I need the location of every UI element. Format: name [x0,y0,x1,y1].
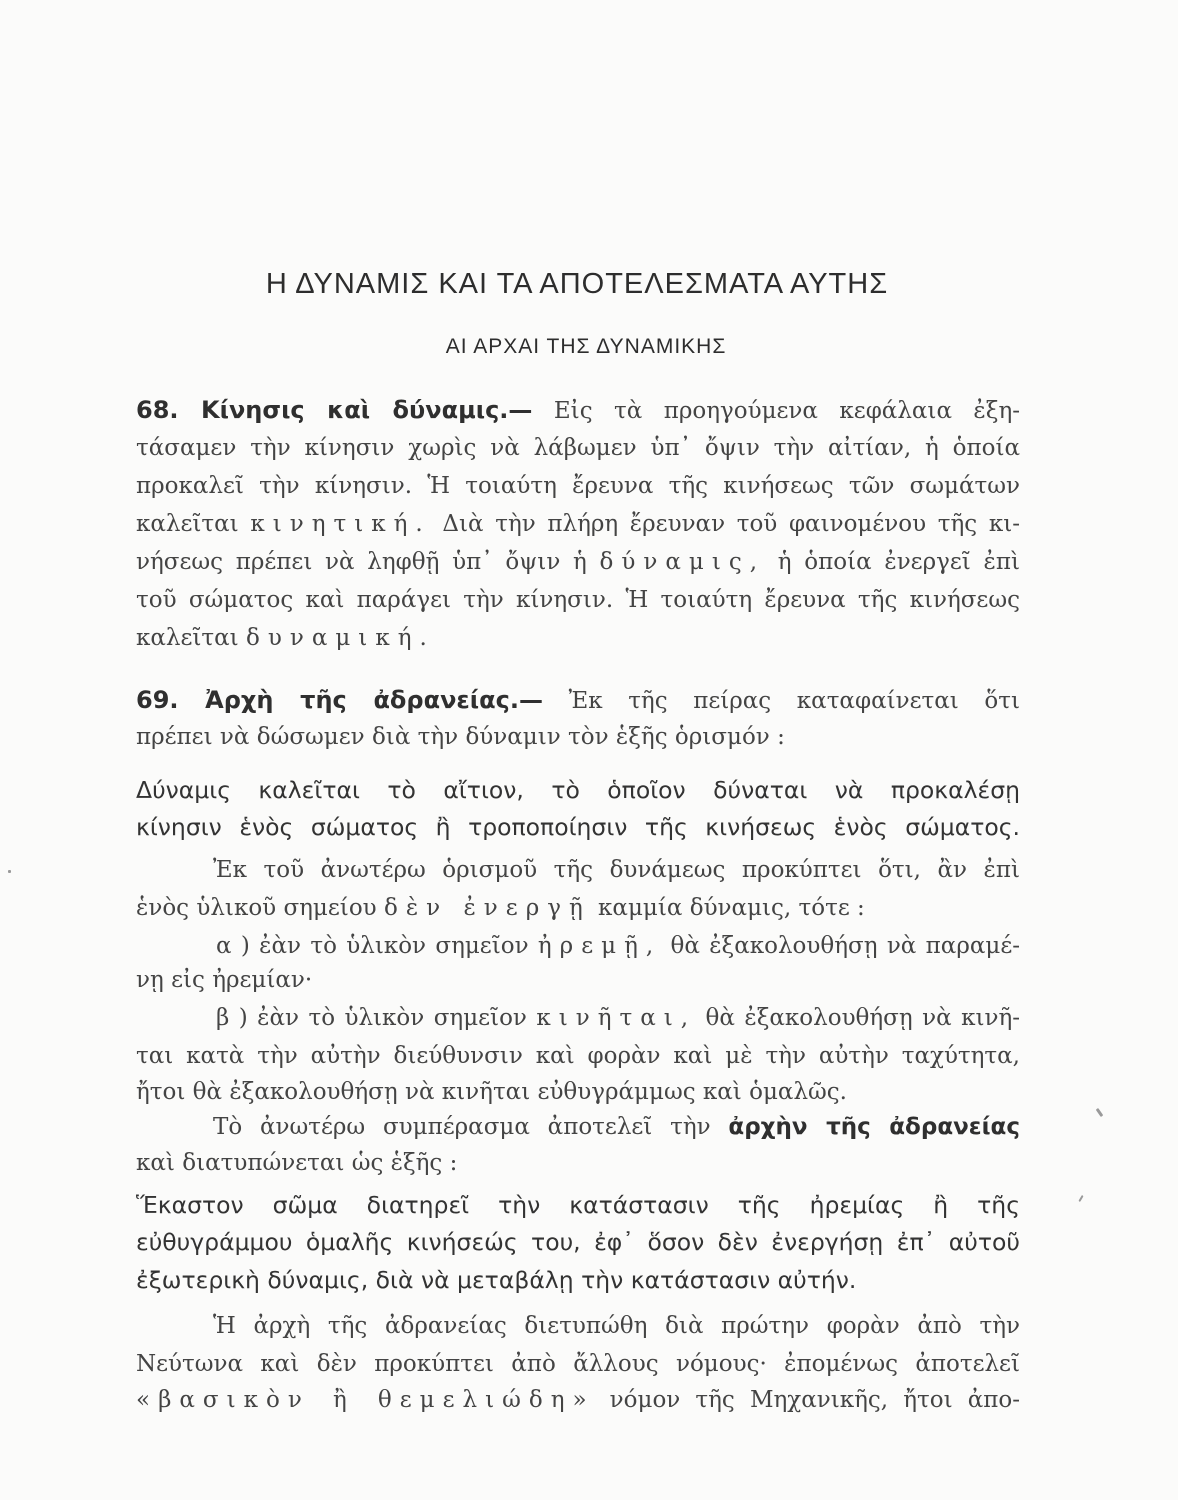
law-statement-line: εὐθυγράμμου ὁμαλῆς κινήσεώς του, ἐφ᾽ ὅσον δὲν ἐνεργήσῃ ἐπ᾽ αὐτοῦ [136,1228,1020,1256]
law-statement-line: Ἕκαστον σῶμα διατηρεῖ τὴν κατάστασιν τῆς ἠρεμίας ἢ τῆς [136,1191,1020,1219]
list-item-b: β ) ἐὰν τὸ ὑλικὸν σημεῖον κινῆται, θὰ ἐξακολουθήσῃ νὰ κινῆ- [216,1005,1020,1031]
chapter-title: Η ΔΥΝΑΜΙΣ ΚΑΙ ΤΑ ΑΠΟΤΕΛΕΣΜΑΤΑ ΑΥΤΗΣ [265,268,889,300]
paragraph-line: Ἡ ἀρχὴ τῆς ἀδρανείας διετυπώθη διὰ πρώτην φορὰν ἀπὸ τὴν [213,1313,1020,1339]
paragraph-line: τοῦ σώματος καὶ παράγει τὴν κίνησιν. Ἡ τοιαύτη ἔρευνα τῆς κινήσεως [136,587,1020,613]
paragraph-line: προκαλεῖ τὴν κίνησιν. Ἡ τοιαύτη ἔρευνα τῆς κινήσεως τῶν σωμάτων [136,473,1020,499]
spaced-term: κινητική. [250,511,431,537]
chapter-subtitle: ΑΙ ΑΡΧΑΙ ΤΗΣ ΔΥΝΑΜΙΚΗΣ [445,335,727,358]
law-statement-line: ἐξωτερικὴ δύναμις, διὰ νὰ μεταβάλῃ τὴν κατάστασιν αὐτήν. [136,1266,857,1294]
paragraph-line: τάσαμεν τὴν κίνησιν χωρὶς νὰ λάβωμεν ὑπ᾽ ὄψιν τὴν αἰτίαν, ἡ ὁποία [136,435,1020,461]
paragraph-line: «βασικὸν ἢ θεμελιώδη» νόμον τῆς Μηχανικῆς, ἤτοι ἀπο- [136,1387,1020,1413]
paragraph-line: ἤτοι θὰ ἐξακολουθήσῃ νὰ κινῆται εὐθυγράμμως καὶ ὁμαλῶς. [136,1079,847,1105]
paragraph-line: ἑνὸς ὑλικοῦ σημείου δὲν ἐνεργῇ καμμία δύναμις, τότε : [136,895,865,921]
paragraph-line: νῃ εἰς ἠρεμίαν· [136,967,313,993]
section-heading: 68. Κίνησις καὶ δύναμις.— [136,396,533,424]
scan-speck [8,870,11,873]
definition-line: Δύναμις καλεῖται τὸ αἴτιον, τὸ ὁποῖον δύναται νὰ προκαλέσῃ [136,776,1020,804]
paragraph-line: νήσεως πρέπει νὰ ληφθῇ ὑπ᾽ ὄψιν ἡ δύναμις, ἡ ὁποία ἐνεργεῖ ἐπὶ [136,549,1020,575]
bold-term: ἀρχὴν τῆς ἀδρανείας [728,1114,1020,1140]
paragraph-line: Ἐκ τοῦ ἀνωτέρω ὁρισμοῦ τῆς δυνάμεως προκύπτει ὅτι, ἂν ἐπὶ [213,857,1020,883]
paragraph-line: 68. Κίνησις καὶ δύναμις.— Εἰς τὰ προηγούμενα κεφάλαια ἐξη- [136,396,1020,424]
paragraph-line: Νεύτωνα καὶ δὲν προκύπτει ἀπὸ ἄλλους νόμους· ἐπομένως ἀποτελεῖ [136,1351,1020,1377]
paragraph-line: καλεῖται δυναμική. [136,625,435,651]
spaced-term: ἠρεμῇ, [537,933,662,959]
paragraph-line: ται κατὰ τὴν αὐτὴν διεύθυνσιν καὶ φορὰν καὶ μὲ τὴν αὐτὴν ταχύτητα, [136,1043,1020,1069]
paragraph-line: 69. Ἀρχὴ τῆς ἀδρανείας.— Ἐκ τῆς πείρας καταφαίνεται ὅτι [136,686,1020,714]
paragraph-line: Τὸ ἀνωτέρω συμπέρασμα ἀποτελεῖ τὴν ἀρχὴν τῆς ἀδρανείας [213,1114,1020,1140]
spaced-term: δύναμις, [599,549,766,575]
paragraph-line: πρέπει νὰ δώσωμεν διὰ τὴν δύναμιν τὸν ἑξῆς ὁρισμόν : [136,724,785,750]
spaced-term: δυναμική. [246,625,435,651]
list-item-a: α ) ἐὰν τὸ ὑλικὸν σημεῖον ἠρεμῇ, θὰ ἐξακολουθήσῃ νὰ παραμέ- [216,933,1021,959]
paragraph-line: καὶ διατυπώνεται ὡς ἑξῆς : [136,1150,458,1176]
spaced-term: «βασικὸν ἢ θεμελιώδη» [136,1387,595,1413]
paragraph-line: καλεῖται κινητική. Διὰ τὴν πλήρη ἔρευναν τοῦ φαινομένου τῆς κι- [136,511,1020,537]
scan-speck [1078,1195,1083,1202]
definition-line: κίνησιν ἑνὸς σώματος ἢ τροποποίησιν τῆς κινήσεως ἑνὸς σώματος. [136,813,1020,841]
spaced-term: κινῆται, [536,1005,697,1031]
section-heading: 69. Ἀρχὴ τῆς ἀδρανείας.— [136,686,543,714]
scan-speck [1096,1108,1104,1117]
spaced-term: δὲν ἐνεργῇ [383,895,591,921]
